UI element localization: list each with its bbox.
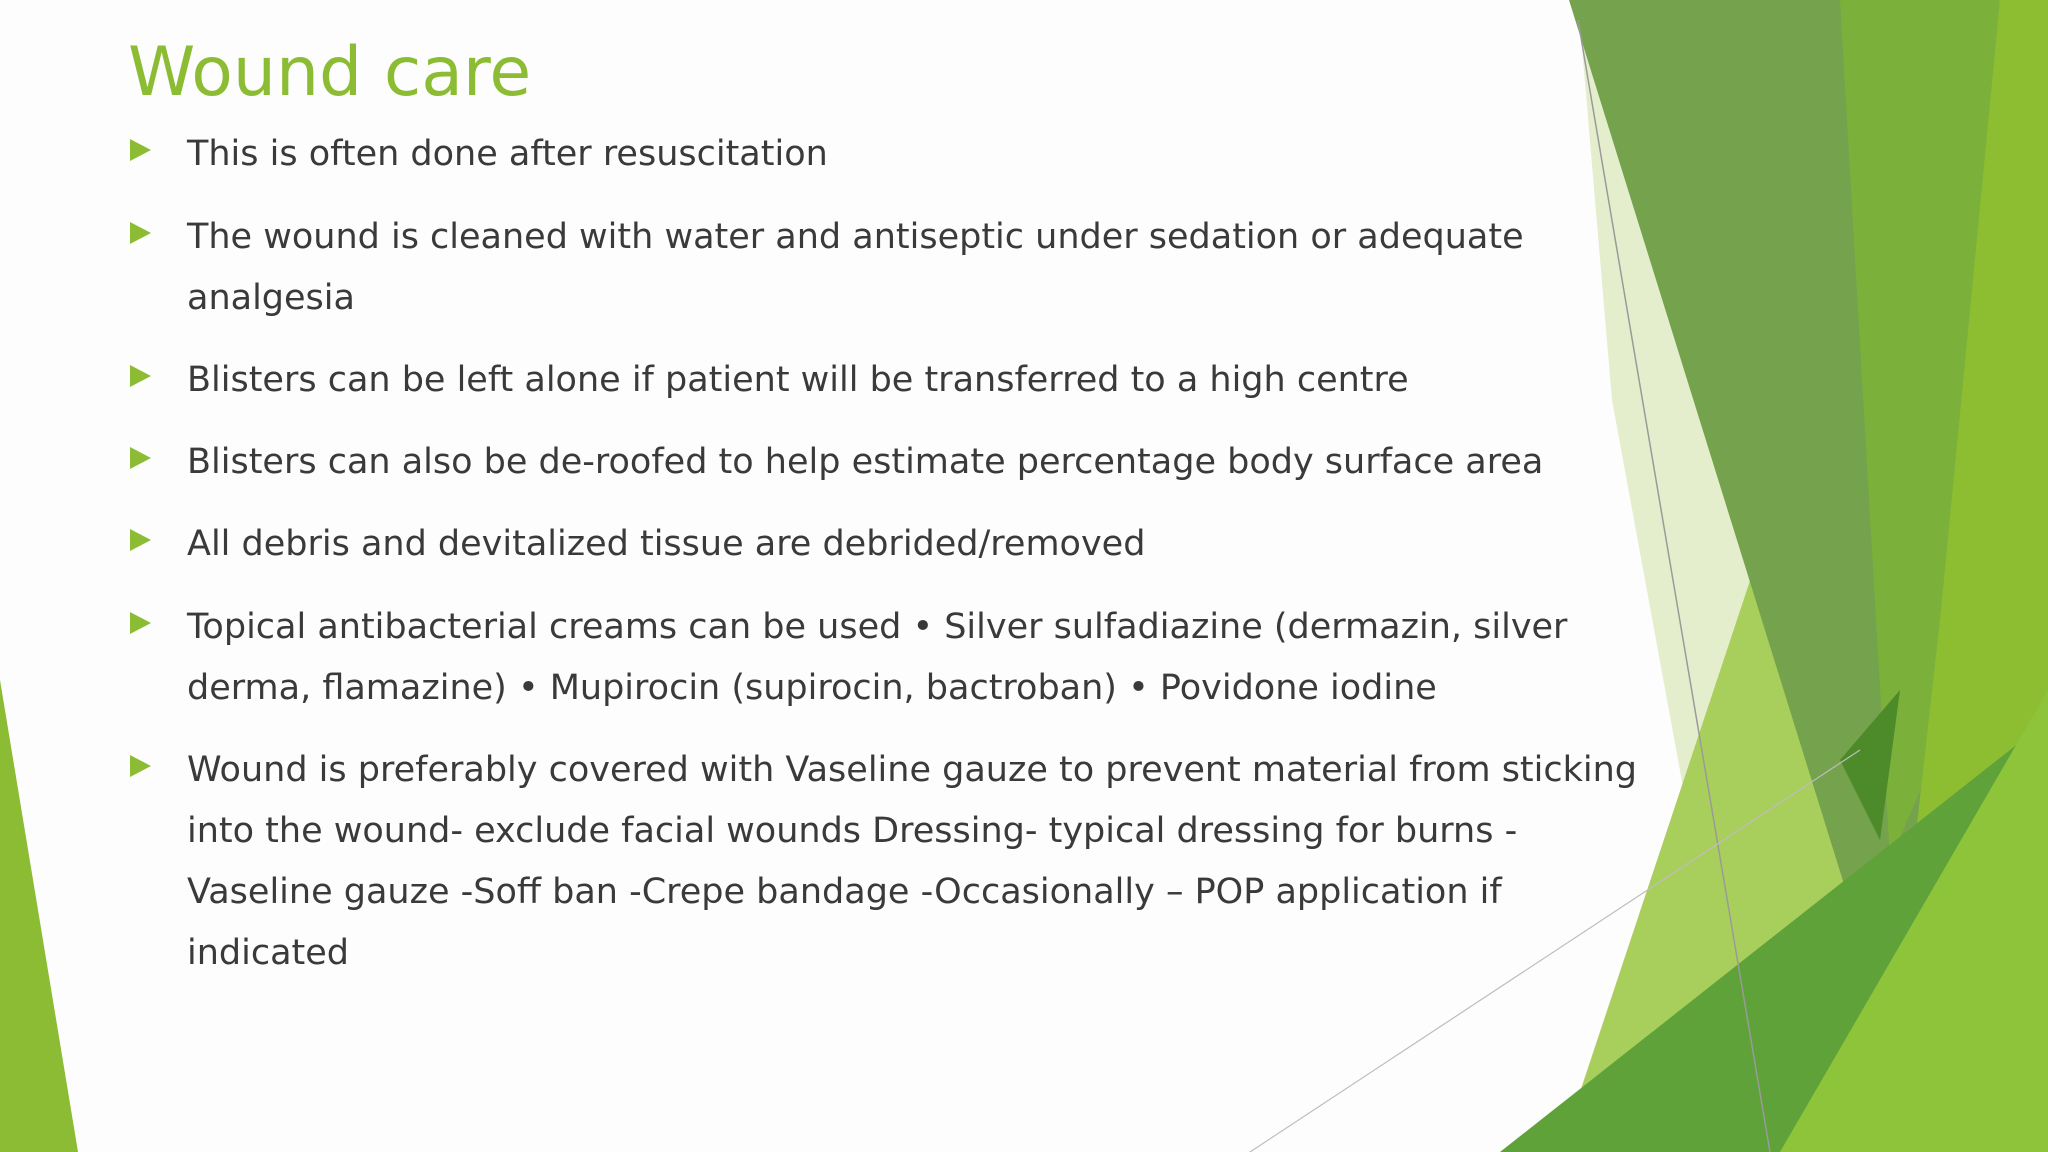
bullet-text [187,124,1687,185]
bullet-line: Blisters can also be de-roofed to help estimate percentage body surface area [187,442,1544,482]
triangle-right-icon [130,529,151,551]
left-green-shape [0,680,78,1152]
bullet-line: The wound is cleaned with water and antiseptic under sedation or adequate [187,217,1524,257]
triangle-right-icon [130,447,151,469]
triangle-right-icon [130,612,151,634]
bullet-line: analgesia [187,278,355,318]
bullet-line: Topical antibacterial creams can be used • Silver sulfadiazine (dermazin, silver [187,607,1568,647]
bullet-item [130,740,1638,984]
bullet-text [187,597,1687,719]
triangle-right-icon [130,222,151,244]
bullet-line: derma, flamazine) • Mupirocin (supirocin, bactroban) • Povidone iodine [187,668,1437,708]
bullet-item [130,124,1570,185]
bullet-item [130,207,1570,329]
slide-title: Wound care [128,33,532,112]
bullet-text [187,514,1687,575]
bullet-line: All debris and devitalized tissue are debrided/removed [187,524,1146,564]
bullet-line: indicated [187,933,350,973]
bullet-line: Wound is preferably covered with Vaseline gauze to prevent material from sticking [187,750,1638,790]
bullet-line: into the wound- exclude facial wounds Dressing- typical dressing for burns - [187,811,1518,851]
bullet-line: Blisters can be left alone if patient will be transferred to a high centre [187,360,1409,400]
triangle-right-icon [130,139,151,161]
bullet-item [130,350,1570,411]
bullet-item [130,432,1570,493]
bullet-line: Vaseline gauze -Soff ban -Crepe bandage -Occasionally – POP application if [187,872,1502,912]
bullet-text [187,207,1687,329]
bullet-item [130,597,1570,719]
triangle-right-icon [130,365,151,387]
bullet-text [187,432,1687,493]
bullet-text [187,740,1687,984]
bullet-line: This is often done after resuscitation [187,134,828,174]
bullet-item [130,514,1570,575]
triangle-right-icon [130,755,151,777]
bullet-text [187,350,1687,411]
